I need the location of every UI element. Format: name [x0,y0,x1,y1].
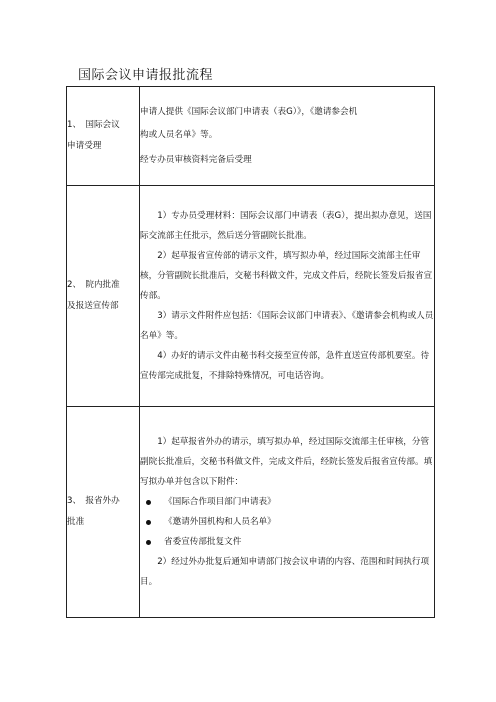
step-cell [67,186,140,407]
bullet-item [140,512,434,532]
description-paragraph: 1）起草报省外办的请示，填写拟办单，经过国际交流部主任审核，分管副院长批准后，交秘书科做文件，完成文件后，经院长签发后报省宣传部。填写拟办单并包含以下附件： [140,437,433,487]
description-cell [140,186,435,407]
description-line: 构或人员名单》等。 [140,129,218,140]
step-cell [67,407,140,618]
page-title: 国际会议申请报批流程 [78,68,214,83]
bullet-text: 省委宣传部批复文件 [164,537,242,547]
bullet-item [140,532,434,552]
table-row [67,407,435,618]
description-paragraph: 3）请示文件附件应包括：《国际会议部门申请表》、《邀请参会机构或人员名单》等。 [140,311,434,341]
bullet-dot-icon [146,540,151,545]
description-cell [140,87,435,186]
step-label: 3、 报省外办 [67,496,120,506]
step-label: 申请受理 [67,141,102,151]
step-cell [67,87,140,186]
description-paragraph: 1）专办员受理材料：国际会议部门申请表（表G），提出拟办意见，送国际交流部主任批示，然后送分管副院长批准。 [140,211,432,241]
step-label: 1、 国际会议 [67,120,120,130]
process-table [66,86,435,618]
description-paragraph: 2）起草报省宣传部的请示文件，填写拟办单，经过国际交流部主任审核，分管副院长批准后，交秘书科做文件，完成文件后，经院长签发后报省宣传部。 [140,251,433,301]
table-row [67,87,435,186]
description-paragraph: 4）办好的请示文件由秘书科交接至宣传部，急件直送宣传部机要室。待宣传部完成批复，不排除特殊情况，可电话咨询。 [140,351,430,381]
step-label: 批准 [67,517,85,527]
bullet-dot-icon [146,500,151,505]
description-line: 经专办员审核资料完备后受理 [140,154,252,165]
bullet-dot-icon [146,520,151,525]
bullet-item [140,492,434,512]
bullet-text: 《邀请外国机构和人员名单》 [164,517,276,527]
step-label: 及报送宣传部 [67,301,119,311]
bullet-text: 《国际合作项目部门申请表》 [164,497,276,507]
table-row [67,186,435,407]
description-cell [140,407,435,618]
step-label: 2、 院内批准 [67,280,120,290]
description-line: 申请人提供《国际会议部门申请表（表G）》，《邀请参会机 [140,106,358,117]
description-paragraph: 2）经过外办批复后通知申请部门按会议申请的内容、范围和时间执行项目。 [140,557,430,587]
